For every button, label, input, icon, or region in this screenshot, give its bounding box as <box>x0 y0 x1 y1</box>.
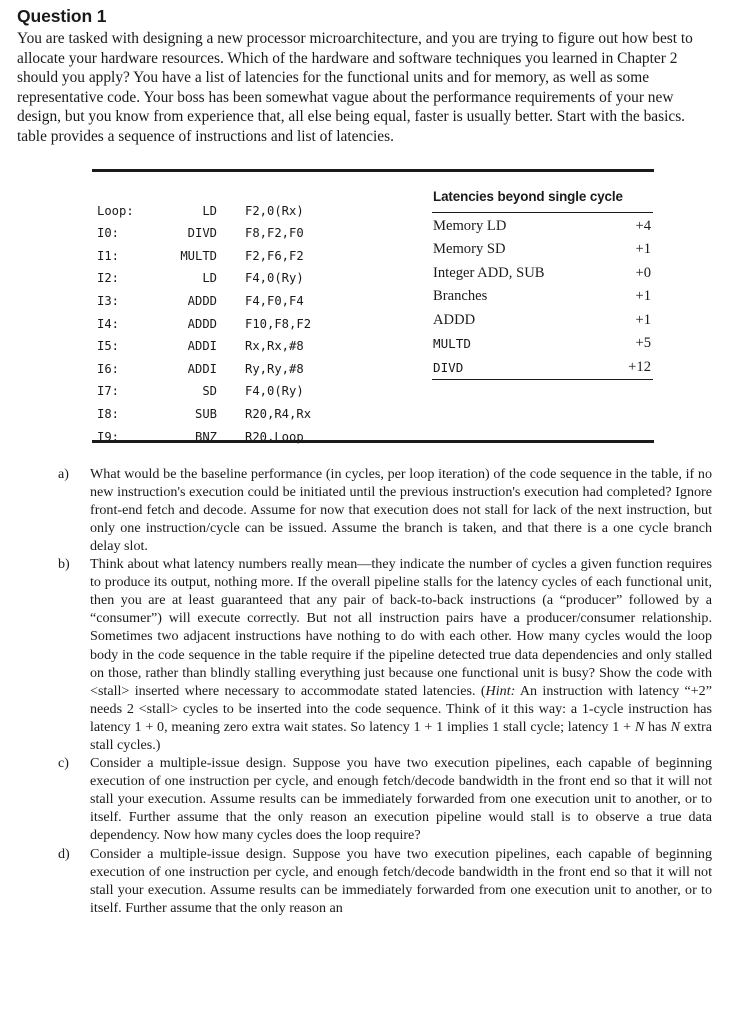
question-text-end: extra stall cycles.) <box>90 718 712 753</box>
question-part-d <box>14 845 714 917</box>
question-marker: d) <box>58 845 70 862</box>
latency-name: MULTD <box>433 336 471 352</box>
code-operands: F10,F8,F2 <box>245 316 312 331</box>
hint-label: Hint: <box>485 682 516 699</box>
latency-name: DIVD <box>433 359 464 375</box>
code-operands: F4,0(Ry) <box>245 384 304 399</box>
latency-table-body <box>432 213 653 381</box>
variable-n: N <box>670 718 681 735</box>
latency-value: +1 <box>635 288 651 305</box>
code-row <box>97 426 432 449</box>
code-mnemonic: ADDI <box>187 361 217 376</box>
latency-row <box>432 262 653 286</box>
code-mnemonic: ADDD <box>187 293 217 308</box>
code-label: I5: <box>97 339 120 354</box>
code-label: I3: <box>97 293 120 308</box>
latency-name: Branches <box>433 288 488 305</box>
latency-table <box>432 186 654 381</box>
latency-row <box>432 356 653 380</box>
code-operands: R20,R4,Rx <box>245 406 312 421</box>
question-marker: c) <box>58 755 69 772</box>
code-operands: F8,F2,F0 <box>245 226 304 241</box>
code-label: I0: <box>97 226 120 241</box>
code-operands: Rx,Rx,#8 <box>245 339 304 354</box>
code-row <box>97 358 432 381</box>
code-row <box>97 380 432 403</box>
code-label: I7: <box>97 384 120 399</box>
latency-name: Memory SD <box>433 241 506 258</box>
code-label: I8: <box>97 406 120 421</box>
latency-row <box>432 215 653 239</box>
question-marker: b) <box>58 556 70 573</box>
code-operands: F2,0(Rx) <box>245 203 304 218</box>
code-operands: F4,0(Ry) <box>245 271 304 286</box>
variable-n: N <box>634 718 645 735</box>
code-mnemonic: SUB <box>194 406 217 421</box>
code-operands: F2,F6,F2 <box>245 248 304 263</box>
question-text-before-hint: Think about what latency numbers really mean—they indicate the number of cycles a given function requires to produce its output, nothing more. If the overall pipeline stalls for the latency cycles of each functional unit, then you are at least guaranteed that any pair of back-to-back instructions (a “producer” followed by a “consumer”) will execute correctly. But not all instruction pairs have a producer/consumer relationship. Sometimes two adjacent instructions have nothing to do with each other. How many cycles would the loop body in the code sequence in the table require if the pipeline detected true data dependencies and only stalled on those, rather than blindly stalling everything just because one functional unit is busy? Show the code with <stall> inserted where necessary to accommodate stated latencies. ( <box>90 556 712 699</box>
code-label: I6: <box>97 361 120 376</box>
code-operands: R20,Loop <box>245 429 304 444</box>
question-text-after-hint: An instruction with latency “+2” needs 2 <stall> cycles to be inserted into the code sequence. Think of it this way: a 1-cycle instruction has latency 1 + 0, meaning zero extra wait states. So latency 1 + 1 implies 1 stall cycle; latency 1 + <box>90 682 712 735</box>
code-label: I1: <box>97 248 120 263</box>
code-mnemonic: ADDD <box>187 316 217 331</box>
question-parts-list <box>14 465 714 917</box>
intro-paragraph: You are tasked with designing a new processor microarchitecture, and you are trying to figure out how best to allocate your hardware resources. Which of the hardware and software techniques you learned in Chapter 2 should you apply? You have a list of latencies for the functional units and for memory, as well as some representative code. Your boss has been somewhat vague about the performance requirements of your new design, but you know from experience that, all else being equal, faster is usually better. Start with the basics. table provides a sequence of instructions and list of latencies. <box>17 30 693 145</box>
code-and-latency-figure <box>92 169 654 443</box>
question-marker: a) <box>58 465 69 482</box>
latency-value: +12 <box>628 358 651 375</box>
code-operands: Ry,Ry,#8 <box>245 361 304 376</box>
code-row <box>97 290 432 313</box>
question-part-c <box>14 754 714 844</box>
code-label: Loop: <box>97 203 134 218</box>
latency-row <box>432 309 653 333</box>
code-label: I2: <box>97 271 120 286</box>
code-row <box>97 313 432 336</box>
question-text: Consider a multiple-issue design. Suppose you have two execution pipelines, each capable of beginning execution of one instruction per cycle, and enough fetch/decode bandwidth in the front end so that it will not stall your execution. Assume results can be immediately forwarded from one execution unit to another, or to itself. Further assume that the only reason an <box>90 845 712 916</box>
code-row <box>97 200 432 223</box>
latency-table-header: Latencies beyond single cycle <box>432 188 653 213</box>
code-label: I9: <box>97 429 120 444</box>
question-text <box>90 555 714 754</box>
latency-name: Integer ADD, SUB <box>433 264 545 281</box>
code-listing <box>92 186 432 449</box>
code-mnemonic: LD <box>202 271 217 286</box>
code-mnemonic: LD <box>202 203 217 218</box>
code-label: I4: <box>97 316 120 331</box>
code-row <box>97 403 432 426</box>
code-mnemonic: SD <box>202 384 217 399</box>
latency-value: +5 <box>635 335 651 352</box>
latency-value: +4 <box>635 217 651 234</box>
question-text: What would be the baseline performance (in cycles, per loop iteration) of the code sequence in the table, if no new instruction's execution could be initiated until the previous instruction's execution had completed? Ignore front-end fetch and decode. Assume for now that execution does not stall for lack of the next instruction, but only one instruction/cycle can be issued. Assume the branch is taken, and that there is a one cycle branch delay slot. <box>90 465 712 554</box>
question-text-mid: has <box>644 718 671 735</box>
code-mnemonic: ADDI <box>187 339 217 354</box>
code-row <box>97 222 432 245</box>
latency-value: +0 <box>635 264 651 281</box>
code-row <box>97 267 432 290</box>
latency-name: ADDD <box>433 311 476 328</box>
code-mnemonic: MULTD <box>180 248 217 263</box>
code-operands: F4,F0,F4 <box>245 293 304 308</box>
code-row <box>97 335 432 358</box>
question-part-b <box>14 555 714 754</box>
latency-value: +1 <box>635 311 651 328</box>
latency-row <box>432 238 653 262</box>
latency-name: Memory LD <box>433 217 507 234</box>
latency-value: +1 <box>635 241 651 258</box>
code-mnemonic: BNZ <box>194 429 217 444</box>
latency-row <box>432 332 653 356</box>
code-row <box>97 245 432 268</box>
question-part-a <box>14 465 714 555</box>
latency-row <box>432 285 653 309</box>
code-mnemonic: DIVD <box>187 226 217 241</box>
page-title: Question 1 <box>17 6 107 26</box>
question-text: Consider a multiple-issue design. Suppose you have two execution pipelines, each capable of beginning execution of one instruction per cycle, and enough fetch/decode bandwidth in the front end so that it will not stall your execution. Assume results can be immediately forwarded from one execution unit to another, or to itself. Further assume that the only reason an execution pipeline would stall is to observe a true data dependency. Now how many cycles does the loop require? <box>90 755 712 844</box>
